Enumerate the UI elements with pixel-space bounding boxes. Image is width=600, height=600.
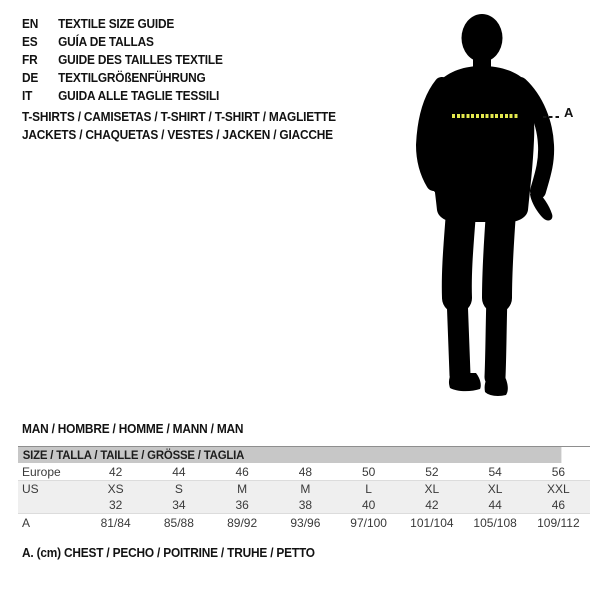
table-row-us-letters (18, 481, 590, 497)
language-code: ES (22, 35, 38, 49)
size-cell: 46 (551, 498, 566, 512)
table-row-chest-cm (18, 514, 590, 532)
language-row-it (22, 87, 223, 105)
size-cell: M (300, 482, 311, 496)
size-table (18, 446, 590, 532)
category-jackets: JACKETS / CHAQUETAS / VESTES / JACKEN / GIACCHE (22, 128, 333, 142)
size-table-header: SIZE / TALLA / TAILLE / GRÖSSE / TAGLIA (18, 447, 561, 463)
category-tshirts: T-SHIRTS / CAMISETAS / T-SHIRT / T-SHIRT / MAGLIETTE (22, 110, 336, 124)
size-cell: 85/88 (163, 516, 194, 530)
size-cell: XS (107, 482, 124, 496)
size-cell: S (174, 482, 183, 496)
size-cell: 40 (361, 498, 376, 512)
language-row-fr (22, 51, 223, 69)
man-silhouette (400, 5, 570, 400)
chest-measure-dashed-line (452, 114, 519, 118)
language-label: TEXTILGRÖßENFÜHRUNG (58, 71, 206, 85)
row-label: A (22, 516, 31, 530)
size-cell: 42 (108, 464, 123, 479)
measurement-footnote: A. (cm) CHEST / PECHO / POITRINE / TRUHE / PETTO (22, 546, 315, 560)
language-row-de (22, 69, 223, 87)
row-label: Europe (22, 464, 61, 479)
language-row-es (22, 33, 223, 51)
size-cell: 46 (235, 464, 249, 479)
size-cell: 109/112 (537, 516, 580, 530)
size-cell: 54 (488, 464, 502, 479)
size-cell: 81/84 (100, 516, 131, 530)
size-cell: 56 (551, 464, 566, 479)
language-list (22, 15, 233, 105)
size-cell: XL (424, 482, 440, 496)
garment-categories (22, 108, 352, 144)
language-code: EN (22, 17, 39, 31)
language-code: DE (22, 71, 39, 85)
language-label: GUÍA DE TALLAS (58, 35, 154, 49)
language-label: GUIDE DES TAILLES TEXTILE (58, 53, 223, 67)
size-cell: 32 (108, 498, 123, 512)
size-cell: 89/92 (227, 516, 258, 530)
size-cell: 97/100 (350, 516, 387, 530)
size-cell: XL (487, 482, 503, 496)
table-row-europe (18, 463, 590, 481)
table-rowgroup-us (18, 481, 590, 514)
size-cell: 38 (298, 498, 313, 512)
language-code: IT (22, 89, 33, 103)
language-code: FR (22, 53, 38, 67)
size-cell: 105/108 (473, 516, 517, 530)
language-label: GUIDA ALLE TAGLIE TESSILI (58, 89, 220, 103)
size-cell: 36 (235, 498, 249, 512)
size-cell: 42 (425, 498, 439, 512)
measure-label-a: A (564, 105, 574, 120)
section-title: MAN / HOMBRE / HOMME / MANN / MAN (22, 422, 244, 436)
size-cell: 101/104 (410, 516, 454, 530)
size-cell: XXL (547, 482, 570, 496)
size-cell: 50 (361, 464, 376, 479)
size-cell: 48 (298, 464, 313, 479)
size-cell: 44 (488, 498, 502, 512)
size-cell: 93/96 (290, 516, 321, 530)
size-cell: 52 (425, 464, 439, 479)
measure-leader-dashes (543, 116, 561, 118)
size-cell: M (237, 482, 248, 496)
size-cell: L (365, 482, 372, 496)
size-cell: 34 (172, 498, 186, 512)
size-cell: 44 (172, 464, 186, 479)
language-label: TEXTILE SIZE GUIDE (58, 17, 175, 31)
language-row-en (22, 15, 223, 33)
table-row-us-numbers (18, 497, 590, 513)
row-label: US (22, 482, 39, 496)
